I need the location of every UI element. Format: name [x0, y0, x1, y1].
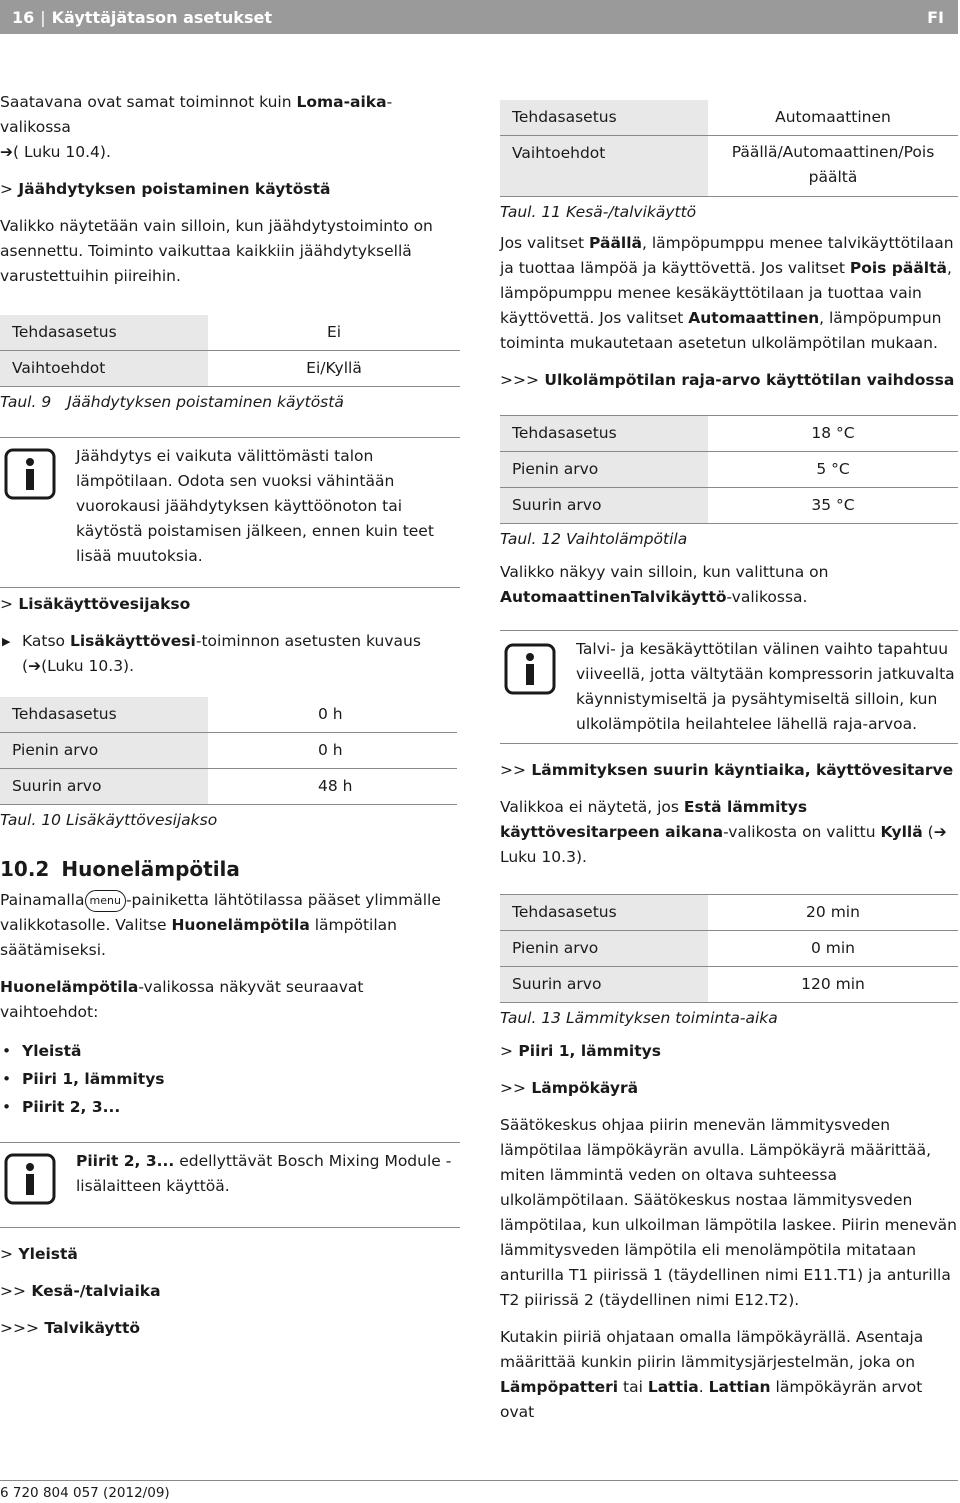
curve2-text-4: lämpökäyrän arvot ovat	[500, 1378, 923, 1421]
press-bold: Huonelämpötila	[171, 916, 310, 934]
table-value: Automaattinen	[708, 100, 958, 136]
table-row	[0, 697, 457, 733]
table-value: 20 min	[708, 895, 958, 931]
table-row	[0, 351, 460, 387]
caption-number: Taul. 11	[500, 203, 562, 221]
instruction-ref: (Luku 10.3).	[41, 657, 135, 675]
table-value: 0 h	[208, 697, 457, 733]
table-row	[500, 452, 958, 488]
curve2-bold-1: Lämpöpatteri	[500, 1378, 619, 1396]
intro-bold: Loma-aika	[296, 93, 387, 111]
runtime-bold-2: Kyllä	[880, 823, 923, 841]
heading-summer-winter	[0, 1279, 460, 1304]
menu-key-icon: menu	[85, 890, 126, 912]
list-item-text: Yleistä	[22, 1042, 82, 1060]
table-key: Tehdasasetus	[0, 315, 208, 351]
table-key: Suurin arvo	[500, 488, 708, 524]
options-list	[0, 1039, 460, 1120]
season-bold-1: Päällä	[589, 234, 642, 252]
room-text: -valikossa näkyvät seuraavat vaihtoehdot:	[0, 978, 364, 1021]
table-13	[500, 894, 958, 1003]
table-key: Pienin arvo	[500, 452, 708, 488]
heading-limit	[500, 368, 958, 393]
bullet-icon: •	[2, 1070, 12, 1088]
heading-prefix: >>>	[500, 371, 539, 389]
limit-text-1: Valikko näkyy vain silloin, kun valittuna on	[500, 563, 829, 581]
info-box-switch-delay	[500, 630, 958, 744]
heading-text: Kesä-/talviaika	[31, 1282, 161, 1300]
page-header	[0, 0, 958, 34]
info-bold: Piirit 2, 3...	[76, 1152, 175, 1170]
table-12	[500, 415, 958, 524]
section-number: 10.2	[0, 857, 50, 881]
info-icon	[4, 448, 56, 500]
info-text-rest: edellyttävät Bosch Mixing Module -lisälaitteen käyttöä.	[76, 1152, 452, 1195]
season-text-1: Jos valitset	[500, 234, 590, 252]
heading-text: Lämmityksen suurin käyntiaika, käyttövesitarve	[531, 761, 954, 779]
curve-paragraph-2	[500, 1325, 958, 1425]
press-text-3: lämpötilan säätämiseksi.	[0, 916, 397, 959]
table-value: 0 h	[208, 733, 457, 769]
instruction-text-2: -toiminnon asetusten kuvaus	[195, 632, 421, 650]
table-value: 120 min	[708, 967, 958, 1003]
table-10-caption	[0, 808, 460, 833]
heading-winter-mode	[0, 1316, 460, 1341]
table-key: Vaihtoehdot	[500, 136, 708, 197]
heading-text: Talvikäyttö	[44, 1319, 141, 1337]
info-text: Talvi- ja kesäkäyttötilan välinen vaihto tapahtuu viiveellä, jotta vältytään kompressorin jatkuvalta käynnistymiseltä ja pysähtymiseltä silloin, kun ulkolämpötila heilahtelee lähellä raja-arvoa.	[576, 640, 955, 733]
heading-circuit-1	[500, 1039, 958, 1064]
curve2-text-2: tai	[618, 1378, 648, 1396]
table-value: 18 °C	[708, 416, 958, 452]
table-row	[0, 769, 457, 805]
table-row	[0, 733, 457, 769]
heading-prefix: >	[0, 1245, 13, 1263]
table-key: Tehdasasetus	[500, 100, 708, 136]
season-paragraph	[500, 231, 958, 356]
table-row	[500, 488, 958, 524]
caption-number: Taul. 10	[0, 811, 62, 829]
heading-text: Lämpökäyrä	[531, 1079, 639, 1097]
table-key: Suurin arvo	[0, 769, 208, 805]
room-paragraph	[0, 975, 460, 1025]
bullet-icon: •	[2, 1098, 12, 1116]
runtime-bold-1: Estä lämmitys käyttövesitarpeen aikana	[500, 798, 808, 841]
press-text-2: -painiketta lähtötilassa pääset ylimmälle valikkotasolle. Valitse	[0, 891, 441, 934]
table-row	[500, 136, 958, 197]
list-item	[0, 1095, 460, 1120]
page-footer	[0, 1480, 958, 1503]
table-key: Vaihtoehdot	[0, 351, 208, 387]
page-number: 16	[12, 8, 35, 27]
header-left	[12, 5, 272, 30]
instruction-item: ▶ Katso Lisäkäyttövesi-toiminnon asetusten kuvaus (➔(Luku 10.3).	[0, 629, 460, 679]
caption-number: Taul. 12	[500, 530, 562, 548]
limit-paragraph	[500, 560, 958, 610]
table-row	[0, 315, 460, 351]
instruction-text: Katso	[22, 632, 70, 650]
season-bold-3: Automaattinen	[688, 309, 820, 327]
season-text-3: , lämpöpumppu menee kesäkäyttötilaan ja tuottaa vain käyttövettä. Jos valitset	[500, 259, 952, 327]
table-key: Tehdasasetus	[500, 895, 708, 931]
table-row	[500, 895, 958, 931]
press-paragraph	[0, 888, 460, 963]
heading-prefix: >	[0, 595, 13, 613]
caption-text: Vaihtolämpötila	[565, 530, 688, 548]
left-column	[0, 90, 460, 1353]
table-12-caption	[500, 527, 958, 552]
section-title-text: Huonelämpötila	[61, 857, 240, 881]
season-bold-2: Pois päältä	[849, 259, 947, 277]
chapter-title: Käyttäjätason asetukset	[51, 8, 272, 27]
table-key: Pienin arvo	[0, 733, 208, 769]
table-key: Tehdasasetus	[500, 416, 708, 452]
table-row	[500, 967, 958, 1003]
table-value: 35 °C	[708, 488, 958, 524]
heading-prefix: >	[0, 180, 13, 198]
table-value: Ei/Kyllä	[208, 351, 460, 387]
heading-prefix: >>>	[0, 1319, 39, 1337]
table-13-caption	[500, 1006, 958, 1031]
intro-text-2: -valikossa	[0, 93, 393, 136]
info-icon	[4, 1153, 56, 1205]
table-11	[500, 100, 958, 197]
heading-text: Lisäkäyttövesijakso	[18, 595, 191, 613]
instruction-bold: Lisäkäyttövesi	[69, 632, 196, 650]
curve2-bold-3: Lattian	[708, 1378, 771, 1396]
table-11-caption	[500, 200, 958, 225]
bullet-icon: •	[2, 1042, 12, 1060]
heading-general	[0, 1242, 460, 1267]
table-value: 5 °C	[708, 452, 958, 488]
language-code: FI	[927, 8, 944, 27]
runtime-text-2: -valikosta on valittu	[723, 823, 881, 841]
triangle-right-icon: ▶	[2, 635, 11, 648]
info-icon	[504, 643, 556, 695]
info-text: Jäähdytys ei vaikuta välittömästi talon lämpötilaan. Odota sen vuoksi vähintään vuorokausi jäähdytyksen käyttöönoton tai käytöstä poistamisen jälkeen, ennen kuin teet lisää muutoksia.	[76, 447, 434, 565]
table-key: Tehdasasetus	[0, 697, 208, 733]
info-box-circuits	[0, 1142, 460, 1228]
intro-text: Saatavana ovat samat toiminnot kuin	[0, 93, 297, 111]
heading-heating-curve	[500, 1076, 958, 1101]
heading-cooling	[0, 177, 460, 202]
season-text-2: , lämpöpumppu menee talvikäyttötilaan ja tuottaa lämpöä ja käyttövettä. Jos valitset	[500, 234, 954, 277]
runtime-text-1: Valikkoa ei näytetä, jos	[500, 798, 684, 816]
table-row	[500, 416, 958, 452]
list-item-text: Piiri 1, lämmitys	[22, 1070, 165, 1088]
header-separator: |	[40, 8, 46, 27]
table-9	[0, 315, 460, 387]
heading-text: Jäähdytyksen poistaminen käytöstä	[18, 180, 331, 198]
caption-text: Lämmityksen toiminta-aika	[565, 1009, 778, 1027]
list-item	[0, 1067, 460, 1092]
caption-text: Jäähdytyksen poistaminen käytöstä	[67, 393, 344, 411]
right-column	[500, 100, 958, 1425]
table-key: Suurin arvo	[500, 967, 708, 1003]
table-value: 0 min	[708, 931, 958, 967]
season-text-4: , lämpöpumpun toiminta mukautetaan asetetun ulkolämpötilan mukaan.	[500, 309, 942, 352]
heading-prefix: >>	[500, 761, 526, 779]
table-row	[500, 931, 958, 967]
room-bold: Huonelämpötila	[0, 978, 139, 996]
heading-text: Piiri 1, lämmitys	[518, 1042, 661, 1060]
runtime-text-4: Luku 10.3).	[500, 848, 587, 866]
info-text	[76, 1149, 460, 1199]
press-text: Painamalla	[0, 891, 85, 909]
table-row	[500, 100, 958, 136]
section-title	[0, 857, 460, 882]
caption-number: Taul. 9	[0, 393, 52, 411]
arrow-right-icon: ➔	[28, 657, 42, 675]
cooling-paragraph: Valikko näytetään vain silloin, kun jäähdytystoiminto on asennettu. Toiminto vaikuttaa kaikkiin jäähdytyksellä varustettuihin piireihin.	[0, 217, 433, 285]
document-id: 6 720 804 057 (2012/09)	[0, 1485, 170, 1501]
arrow-right-icon: ➔	[0, 143, 13, 161]
curve2-bold-2: Lattia	[647, 1378, 699, 1396]
curve2-text-1: Kutakin piiriä ohjataan omalla lämpökäyrällä. Asentaja määrittää kunkin piirin lämmitysjärjestelmän, joka on	[500, 1328, 924, 1371]
table-value: Ei	[208, 315, 460, 351]
intro-paragraph	[0, 90, 460, 165]
table-key: Pienin arvo	[500, 931, 708, 967]
list-item-text: Piirit 2, 3...	[22, 1098, 121, 1116]
curve-paragraph: Säätökeskus ohjaa piirin menevän lämmitysveden lämpötilaa lämpökäyrän avulla. Lämpökäyrä määrittää, miten lämmintä veden on oltava suhteessa ulkolämpötilaan. Säätökeskus nostaa lämmitysveden lämpötilaa, kun ulkoilman lämpötila laskee. Piirin menevän lämmitysveden lämpötila eli menolämpötila mitataan anturilla T1 piirissä 1 (täydellinen nimi E11.T1) ja anturilla T2 piirissä 2 (täydellinen nimi E12.T2).	[500, 1116, 957, 1309]
limit-bold: AutomaattinenTalvikäyttö	[500, 588, 727, 606]
intro-ref: ( Luku 10.4).	[13, 143, 111, 161]
curve2-text-3: .	[698, 1378, 709, 1396]
table-9-caption	[0, 390, 460, 415]
heading-prefix: >	[500, 1042, 513, 1060]
table-10	[0, 697, 457, 805]
heading-prefix: >>	[0, 1282, 26, 1300]
limit-text-2: -valikossa.	[726, 588, 808, 606]
info-box-cooling	[0, 437, 460, 573]
caption-text: Lisäkäyttövesijakso	[65, 811, 218, 829]
heading-text: Ulkolämpötilan raja-arvo käyttötilan vaihdossa	[544, 371, 955, 389]
table-value: 48 h	[208, 769, 457, 805]
table-value: Päällä/Automaattinen/Pois päältä	[708, 136, 958, 197]
heading-extra-dhw	[0, 587, 460, 617]
heading-runtime	[500, 758, 958, 783]
arrow-right-icon: ➔	[933, 823, 947, 841]
heading-prefix: >>	[500, 1079, 526, 1097]
caption-text: Kesä-/talvikäyttö	[565, 203, 697, 221]
caption-number: Taul. 13	[500, 1009, 562, 1027]
runtime-paragraph	[500, 795, 958, 870]
runtime-text-3: (	[922, 823, 934, 841]
list-item	[0, 1039, 460, 1064]
heading-text: Yleistä	[18, 1245, 78, 1263]
